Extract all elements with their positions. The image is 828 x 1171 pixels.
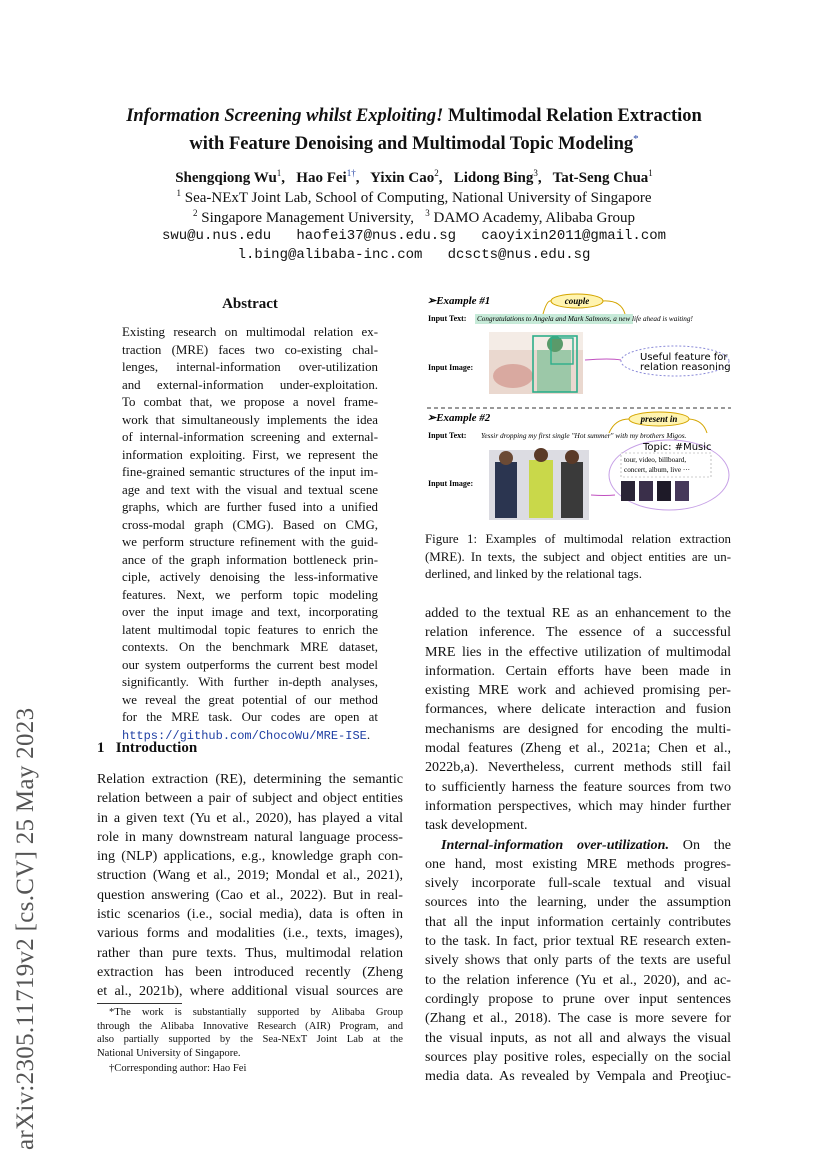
topic-thumb — [621, 481, 635, 501]
abstract-line: features. Next, we perform topic modeling — [122, 587, 378, 602]
input-image-label: Input Image: — [428, 479, 474, 488]
note-line-1: Useful feature for — [640, 352, 728, 363]
author-name: Hao Fei — [296, 170, 347, 186]
text-line: struction (Wang et al., 2019; Mondal et al., 2021), — [97, 867, 403, 884]
photo-shape — [537, 350, 571, 392]
paragraph-2-first-line — [425, 836, 731, 855]
author-name: Yixin Cao — [370, 170, 435, 186]
abstract-line: To combat that, we propose a novel frame- — [122, 395, 378, 409]
arxiv-side-label: arXiv:2305.11719v2 [cs.CV] 25 May 2023 — [12, 707, 39, 1150]
abstract-line: cross-modal graph (CMG). Based on CMG, — [122, 517, 378, 532]
caption-line: derlined, and linked by the relational tags. — [425, 567, 642, 581]
text-line: et al., 2021b), where additional visual sources are — [97, 983, 403, 1000]
abstract-line: age and text with the visual and textual scene — [122, 482, 378, 497]
topic-thumb — [657, 481, 671, 501]
authors-line: Shengqiong Wu$^1$, Hao Fei$^{1\dagger}$, Yixin Cao$^2$, Lidong Bing$^3$, Tat-Seng Chua$^1$ — [175, 168, 653, 186]
author-name: Tat-Seng Chua — [552, 170, 649, 186]
input-text-label: Input Text: — [428, 431, 467, 440]
photo-shape — [561, 462, 583, 518]
author-sup: 1 — [648, 168, 653, 178]
abstract-line: Existing research on multimodal relation ex- — [122, 325, 378, 339]
author-sup: 1 — [276, 168, 282, 178]
emails-line-2: l.bing@alibaba-inc.com dcscts@nus.edu.sg — [237, 247, 591, 263]
text-line: task development. — [425, 817, 528, 834]
text-line: to sufficiently harness the feature sources from two — [425, 778, 731, 795]
text-line: relation inference. The essence of a successful — [425, 624, 731, 641]
abstract-line: we reveal the great potential of our method — [122, 692, 378, 707]
abstract-heading: Abstract — [222, 296, 278, 312]
text-line: mechanisms are designed for encoding the multi- — [425, 720, 731, 737]
text-line: to the task. In fact, prior textual RE research exten- — [425, 933, 731, 950]
affiliation-1-text: Sea-NExT Joint Lab, School of Computing, National University of Singapore — [184, 190, 652, 206]
footnote-2: †Corresponding author: Hao Fei — [109, 1063, 247, 1074]
photo-shape — [499, 451, 513, 465]
title-italic-part: Information Screening whilst Exploiting! — [126, 106, 444, 126]
photo-bg — [489, 332, 583, 350]
code-link[interactable]: https://github.com/ChocoWu/MRE-ISE — [122, 728, 367, 743]
feature-arrow — [591, 495, 615, 496]
text-line: added to the textual RE as an enhancement to the — [425, 605, 731, 621]
author-sup: 2 — [434, 168, 439, 178]
abstract-line: lenges, internal-information over-utilization — [122, 360, 378, 374]
figure-1-svg — [425, 290, 735, 522]
abstract-line: work that simultaneously implements the idea — [122, 412, 378, 427]
footnote-line: National University of Singapore. — [97, 1047, 241, 1059]
text-line: information perspectives, which may hinder further — [425, 797, 731, 814]
author-name: Shengqiong Wu — [175, 170, 277, 186]
tag-connector — [603, 301, 625, 314]
title-line1-rest: Multimodal Relation Extraction — [443, 106, 702, 126]
affiliation-1: $^1$ Sea-NExT Joint Lab, School of Computing, National University of Singapore — [176, 188, 652, 206]
text-line: Relation extraction (RE), determining the semantic — [97, 771, 403, 787]
relation-tag-couple: couple — [564, 296, 590, 306]
paragraph-2-first-rest: On the — [668, 836, 731, 853]
text-line: formances, where delicate interaction and fusion — [425, 701, 731, 718]
note-line-2: relation reasoning — [640, 362, 731, 373]
abstract-line: of internal-information screening and external- — [122, 430, 378, 444]
title-footnote-mark[interactable]: * — [633, 133, 639, 145]
text-line: extraction has been introduced recently (Zheng — [97, 963, 403, 980]
text-line: sources play positive roles, especially on the social — [425, 1048, 731, 1065]
topic-thumb — [675, 481, 689, 501]
text-line: sources into the learning, under the assumption — [425, 894, 731, 911]
relation-tag-present-in: present in — [640, 414, 678, 424]
text-line: cordingly propose to prune over input sentences — [425, 990, 731, 1007]
abstract-line: fine-grained semantic structures of the input im- — [122, 465, 378, 479]
section-heading — [97, 740, 197, 757]
intro-paragraph — [97, 770, 403, 1002]
example-2-text: Yessir dropping my first single "Hot summer" with my brothers Migos. — [481, 431, 687, 440]
tag-connector — [543, 301, 551, 314]
text-line: ing (NLP) applications, e.g., knowledge graph con- — [97, 848, 403, 865]
footnote-1 — [97, 1006, 403, 1060]
text-line: question answering (Cao et al., 2022). But in real- — [97, 886, 403, 903]
abstract-line: graphs, which are further fused into a unified — [122, 500, 378, 514]
input-image-label: Input Image: — [428, 363, 474, 372]
topic-words-1: tour, video, billboard, — [624, 456, 687, 464]
text-line: the visual inputs, as not all and always the visual — [425, 1029, 731, 1046]
paper-title — [60, 105, 768, 156]
text-line: modal features (Zheng et al., 2021a; Chen et al., — [425, 740, 731, 757]
text-line: rather than pure texts. Thus, multimodal relation — [97, 944, 403, 961]
footnote-line: *The work is substantially supported by Alibaba Group — [109, 1007, 403, 1018]
text-line: media data. As revealed by Vempala and Preoţiuc- — [425, 1068, 731, 1085]
topic-label: Topic: #Music — [643, 442, 712, 453]
photo-shape — [565, 450, 579, 464]
author-name: Lidong Bing — [453, 170, 534, 186]
paragraph-2-heading: Internal-information over-utilization. — [441, 836, 669, 853]
text-line: one hand, most existing MRE methods progres- — [425, 855, 731, 872]
figure-1 — [425, 290, 735, 522]
abstract-url-line: https://github.com/ChocoWu/MRE-ISE. — [122, 727, 371, 743]
text-line: various forms and modalities (i.e., texts, images), — [97, 925, 403, 942]
right-column-text — [425, 604, 731, 1086]
photo-shape — [493, 364, 533, 388]
feature-arrow — [585, 359, 621, 360]
tag-connector — [689, 419, 707, 433]
section-title: Introduction — [115, 740, 198, 756]
affiliation-2: $^2$ Singapore Management University, $^3$ DAMO Academy, Alibaba Group — [193, 208, 635, 226]
text-line: in a given text (Yu et al., 2020), has played a vital — [97, 809, 403, 826]
text-line: MRE lies in the effective utilization of multimodal — [425, 643, 731, 660]
example-1-label: ➢Example #1 — [427, 295, 491, 307]
caption-line: Figure 1: Examples of multimodal relation extraction — [425, 532, 731, 546]
footnote-rule — [97, 1003, 182, 1004]
text-line: (Zhang et al., 2018). The case is more severe for — [425, 1010, 731, 1027]
photo-shape — [534, 448, 548, 462]
abstract-line: for the MRE task. Our codes are open at — [122, 710, 378, 724]
abstract-line: ciple, actively denoising the less-informative — [122, 570, 378, 584]
abstract-line: over the input image and text, incorporating — [122, 605, 378, 619]
emails-line-1: swu@u.nus.edu haofei37@nus.edu.sg caoyixin2011@gmail.com — [161, 228, 667, 244]
text-line: role in many downstream natural language process- — [97, 828, 403, 845]
text-line: sively incorporate full-scale textual and visual — [425, 875, 731, 892]
photo-shape — [495, 462, 517, 518]
abstract-line: and external-information under-exploitation. — [122, 377, 378, 392]
abstract-line: our system outperforms the current best model — [122, 657, 378, 672]
text-line: that all the input information certainly contributes — [425, 913, 731, 930]
abstract-line: ance of the graph information bottleneck prin- — [122, 552, 378, 567]
input-text-label: Input Text: — [428, 314, 467, 323]
abstract-line: information exploiting. First, we represent the — [122, 447, 378, 462]
author-sup: 1† — [346, 168, 356, 178]
abstract-line: significantly. With further in-depth analyses, — [122, 675, 378, 689]
footnote-line: through the Alibaba Innovative Research (AIR) Program, and — [97, 1020, 403, 1032]
abstract-body — [122, 324, 378, 744]
caption-line: (MRE). In texts, the subject and object entities are un- — [425, 549, 731, 564]
footnote-line: also partially supported by the Sea-NExT Joint Lab at the — [97, 1034, 403, 1045]
abstract-line: we perform structure refinement with the guid- — [122, 535, 378, 549]
topic-words-2: concert, album, live ··· — [624, 466, 691, 474]
text-line: information. Certain efforts have been made in — [425, 662, 731, 679]
abstract-line: traction (MRE) faces two co-existing chal- — [122, 342, 378, 357]
abstract-line: contexts. On the benchmark MRE dataset, — [122, 640, 378, 654]
figure-1-caption — [425, 531, 731, 584]
example-1-text: Congratulations to Angela and Mark Salmons, a new life ahead is waiting! — [477, 315, 693, 323]
text-line: sively shows that only parts of the texts are useful — [425, 952, 731, 969]
text-line: 2022b,a). Nevertheless, current methods still fail — [425, 759, 731, 776]
example-2-label: ➢Example #2 — [427, 412, 491, 424]
text-line: istic scenarios (i.e., social media), data is often in — [97, 906, 403, 923]
text-line: existing MRE work and achieved promising per- — [425, 682, 731, 699]
section-number: 1 — [97, 740, 105, 756]
topic-thumb — [639, 481, 653, 501]
text-line: to the relation inference (Yu et al., 2020), and ac- — [425, 971, 731, 988]
affiliation-2a-text: Singapore Management University, — [201, 210, 414, 226]
text-line: relation between a pair of subject and object entities — [97, 790, 403, 807]
photo-shape — [529, 460, 553, 518]
author-sup: 3 — [533, 168, 538, 178]
abstract-line: latent multimodal topic features to enrich the — [122, 622, 378, 637]
title-line2: with Feature Denoising and Multimodal Topic Modeling — [189, 134, 634, 155]
affiliation-2b-text: DAMO Academy, Alibaba Group — [433, 210, 635, 226]
